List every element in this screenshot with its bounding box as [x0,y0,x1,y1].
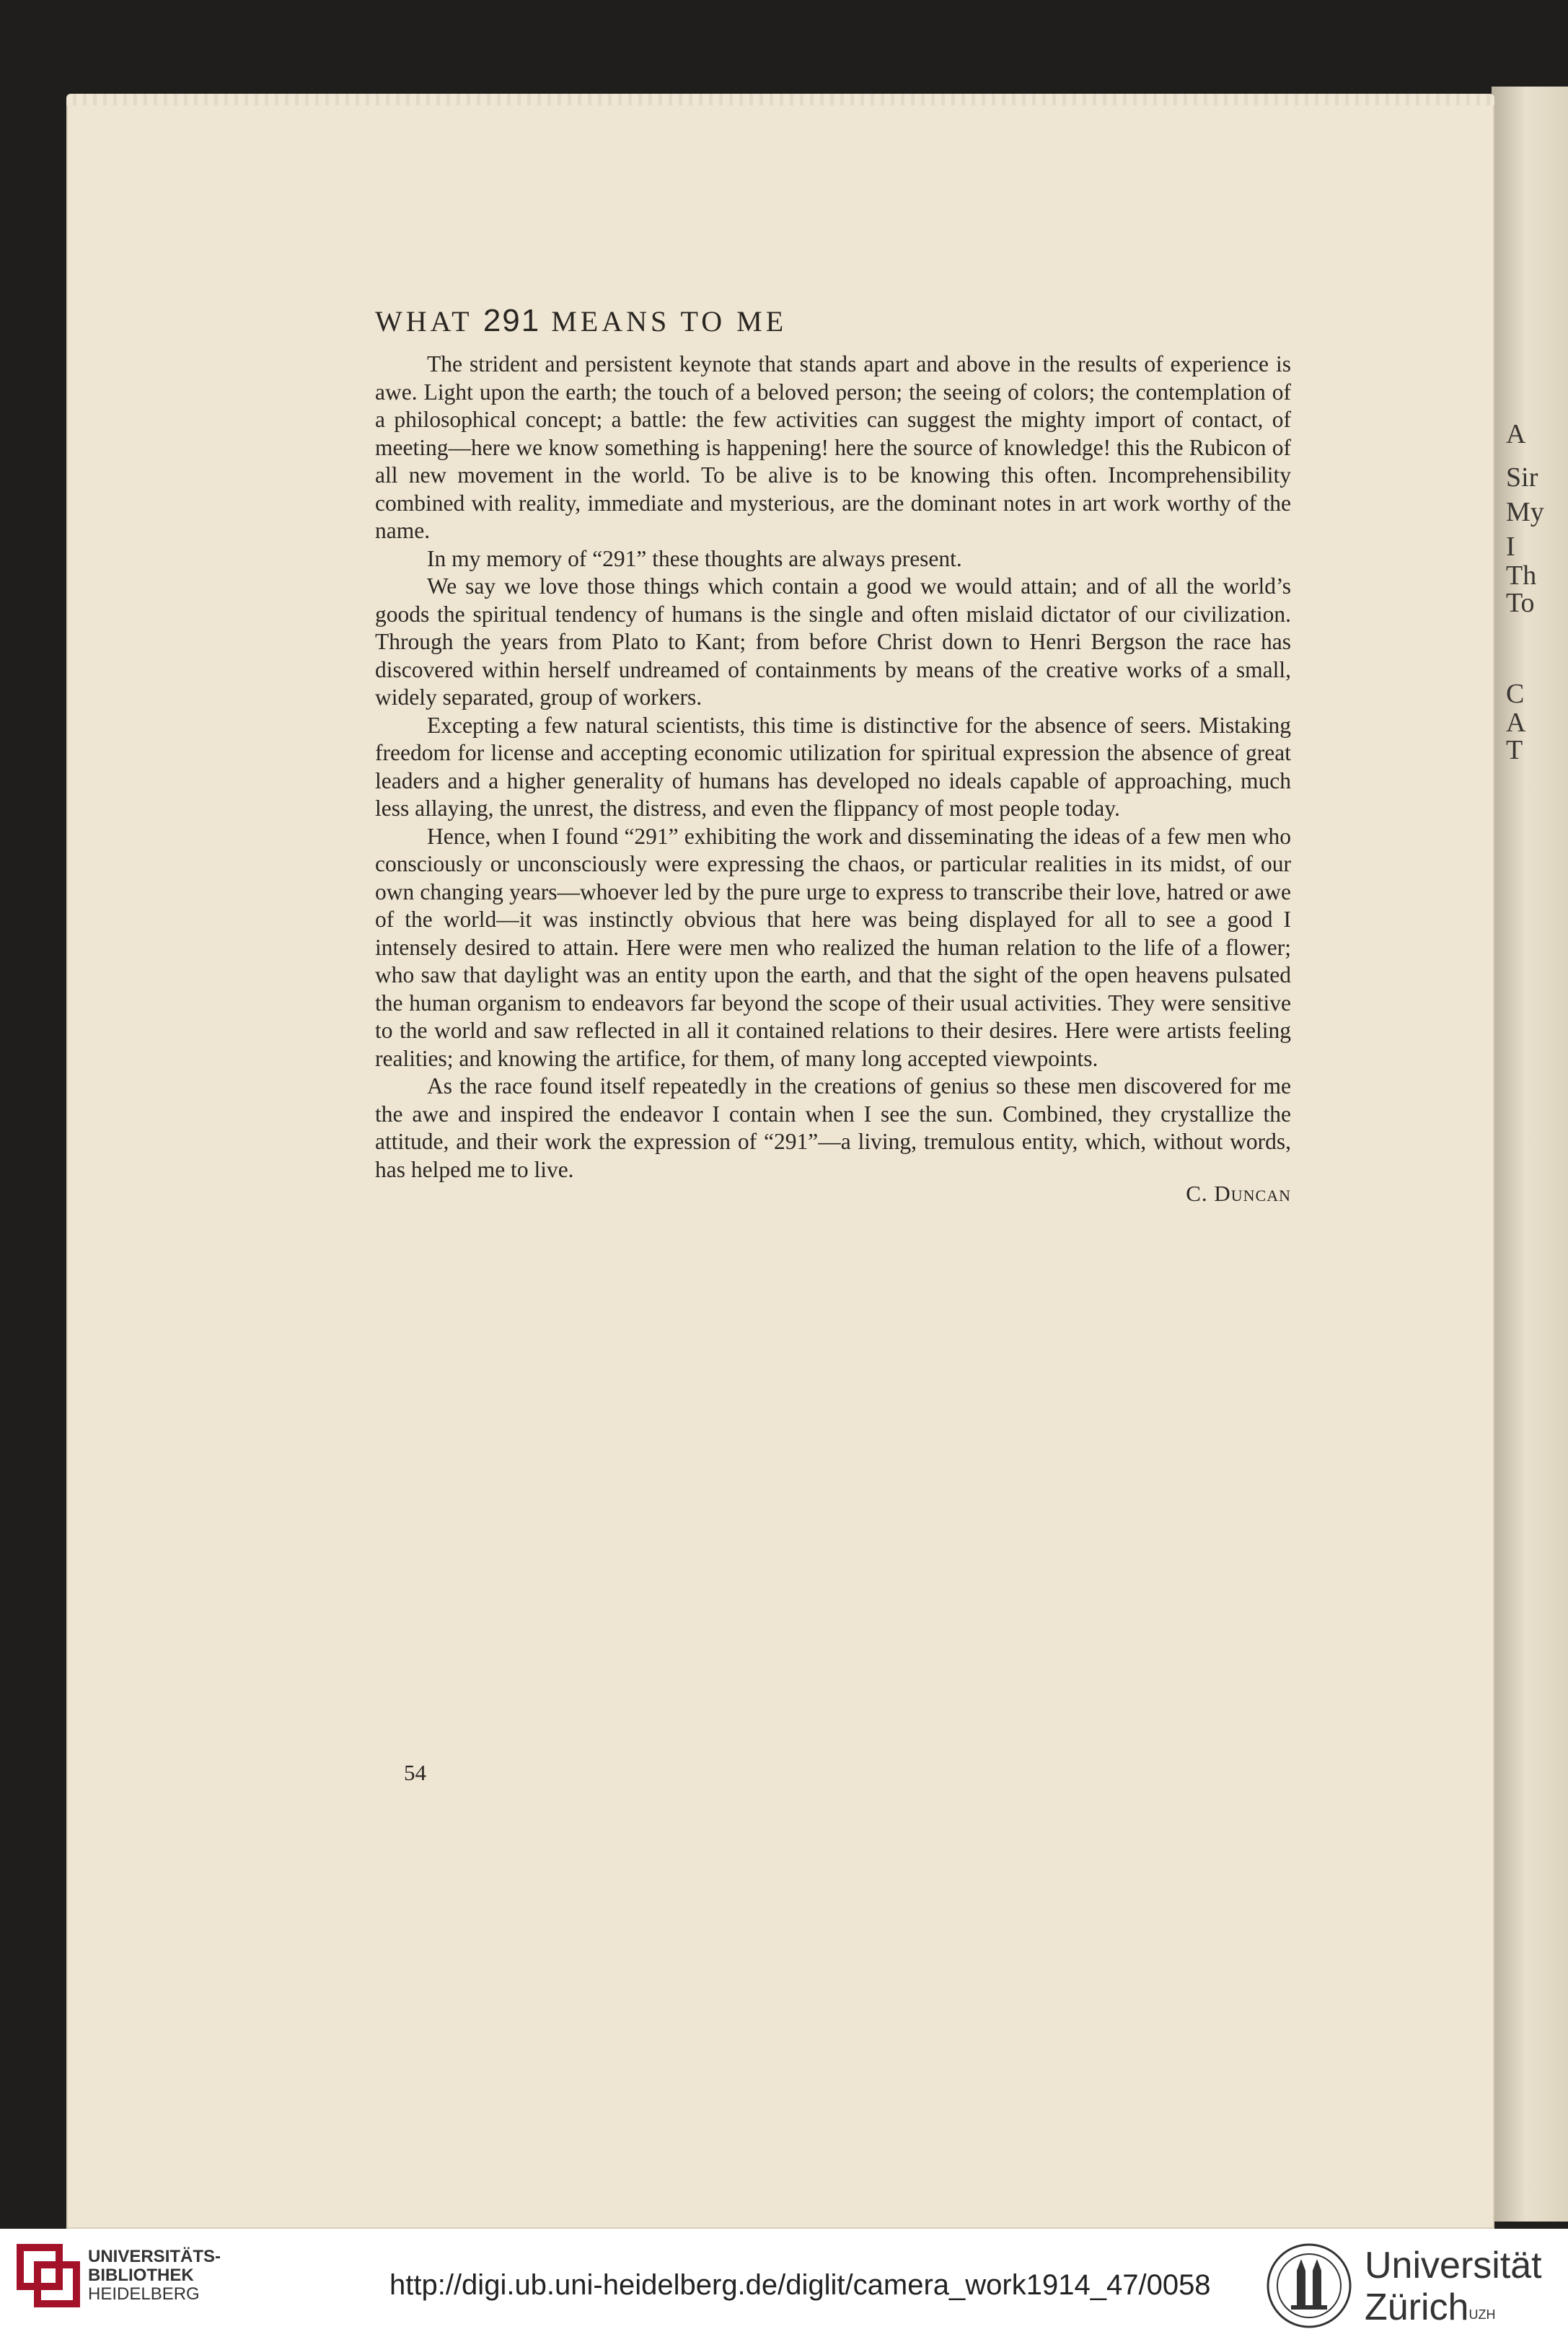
paragraph: Hence, when I found “291” exhibiting the work and disseminating the ideas of a few men who consciously or unconsciously were expressing the chaos, or particular realities in its midst, of our own changing years—whoever led by the pure urge to express to transcribe their love, hatred or awe of the world—it was instinctly obvious that here was being displayed for all to see a good I intensely desired to attain. Here were men who realized the human relation to the life of a flower; who saw that daylight was an entity upon the earth, and that the sight of the open heavens pulsated the human organism to endeavors far beyond the scope of their usual activities. They were sensitive to the world and saw reflected in all it contained relations to their desires. Here were artists feeling realities; and knowing the artifice, for them, of many long accepted viewpoints. [375,823,1291,1071]
paragraph: The strident and persistent keynote that stands apart and above in the results of experience is awe. Light upon the earth; the touch of a beloved person; the seeing of colors; the contemplation of a philosophical concept; a battle: the few activities can suggest the mighty import of contact, of meeting—here we know something is happening! here the source of knowledge! this the Rubicon of all new movement in the world. To be alive is to be knowing this often. Incomprehensibility combined with reality, immediate and mysterious, are the dominant notes in art work worthy of the name. [375,351,1291,543]
facing-page-edge [1492,87,1568,2222]
article-title [375,303,1291,339]
heidelberg-library-logo-icon [16,2243,81,2323]
facing-fragment: T [1506,735,1523,765]
facing-fragment: Sir [1506,462,1538,493]
facing-fragment: A [1506,419,1526,449]
paragraph: We say we love those things which contain a good we would attain; and of all the world’s goods the spiritual tendency of humans is the single and often mislaid dictator of our civilization. Through the years from Plato to Kant; from before Christ down to Henri Bergson the race has discovered within herself undreamed of containments by means of the creative works of a small, widely separated, group of workers. [375,573,1291,710]
facing-fragment: I [1506,532,1515,562]
permalink-url[interactable]: http://digi.ub.uni-heidelberg.de/diglit/camera_work1914_47/0058 [389,2269,1211,2301]
page-number: 54 [404,1760,426,1785]
digitization-footer [0,2229,1568,2342]
facing-fragment: To [1506,588,1535,618]
uzh-superscript: UZH [1468,2307,1496,2322]
facing-fragment: C [1506,679,1525,709]
title-text-start: WHAT [375,305,483,338]
paragraph: In my memory of “291” these thoughts are always present. [427,545,962,571]
library-name-line: HEIDELBERG [88,2284,200,2304]
library-name-line: UNIVERSITÄTS- [88,2247,221,2266]
title-number: 291 [483,303,541,338]
article [375,303,1291,1207]
university-name-line: Zürich [1365,2286,1469,2328]
title-text-end: MEANS TO ME [540,305,788,338]
university-seal-icon [1265,2242,1353,2330]
facing-fragment: Th [1506,560,1537,591]
facing-fragment: My [1506,497,1544,527]
university-name [1365,2245,1542,2328]
library-name-line: BIBLIOTHEK [88,2266,194,2285]
paragraph: Excepting a few natural scientists, this time is distinctive for the absence of seers. Mistaking freedom for license and accepting economic utilization for spiritual expression the absence of great leaders and a higher generality of humans has developed no ideals capable of approaching, much less allaying, the unrest, the distress, and even the flippancy of most people today. [375,712,1291,821]
facing-fragment: A [1506,708,1526,738]
library-name [88,2248,221,2304]
paragraph: As the race found itself repeatedly in the creations of genius so these men discovered for me the awe and inspired the endeavor I contain when I see the sun. Combined, they crystallize the attitude, and their work the expression of “291”—a living, tremulous entity, which, without words, has helped me to live. [375,1073,1291,1182]
university-name-line: Universität [1365,2245,1542,2286]
author-signature: C. Duncan [1186,1181,1291,1206]
